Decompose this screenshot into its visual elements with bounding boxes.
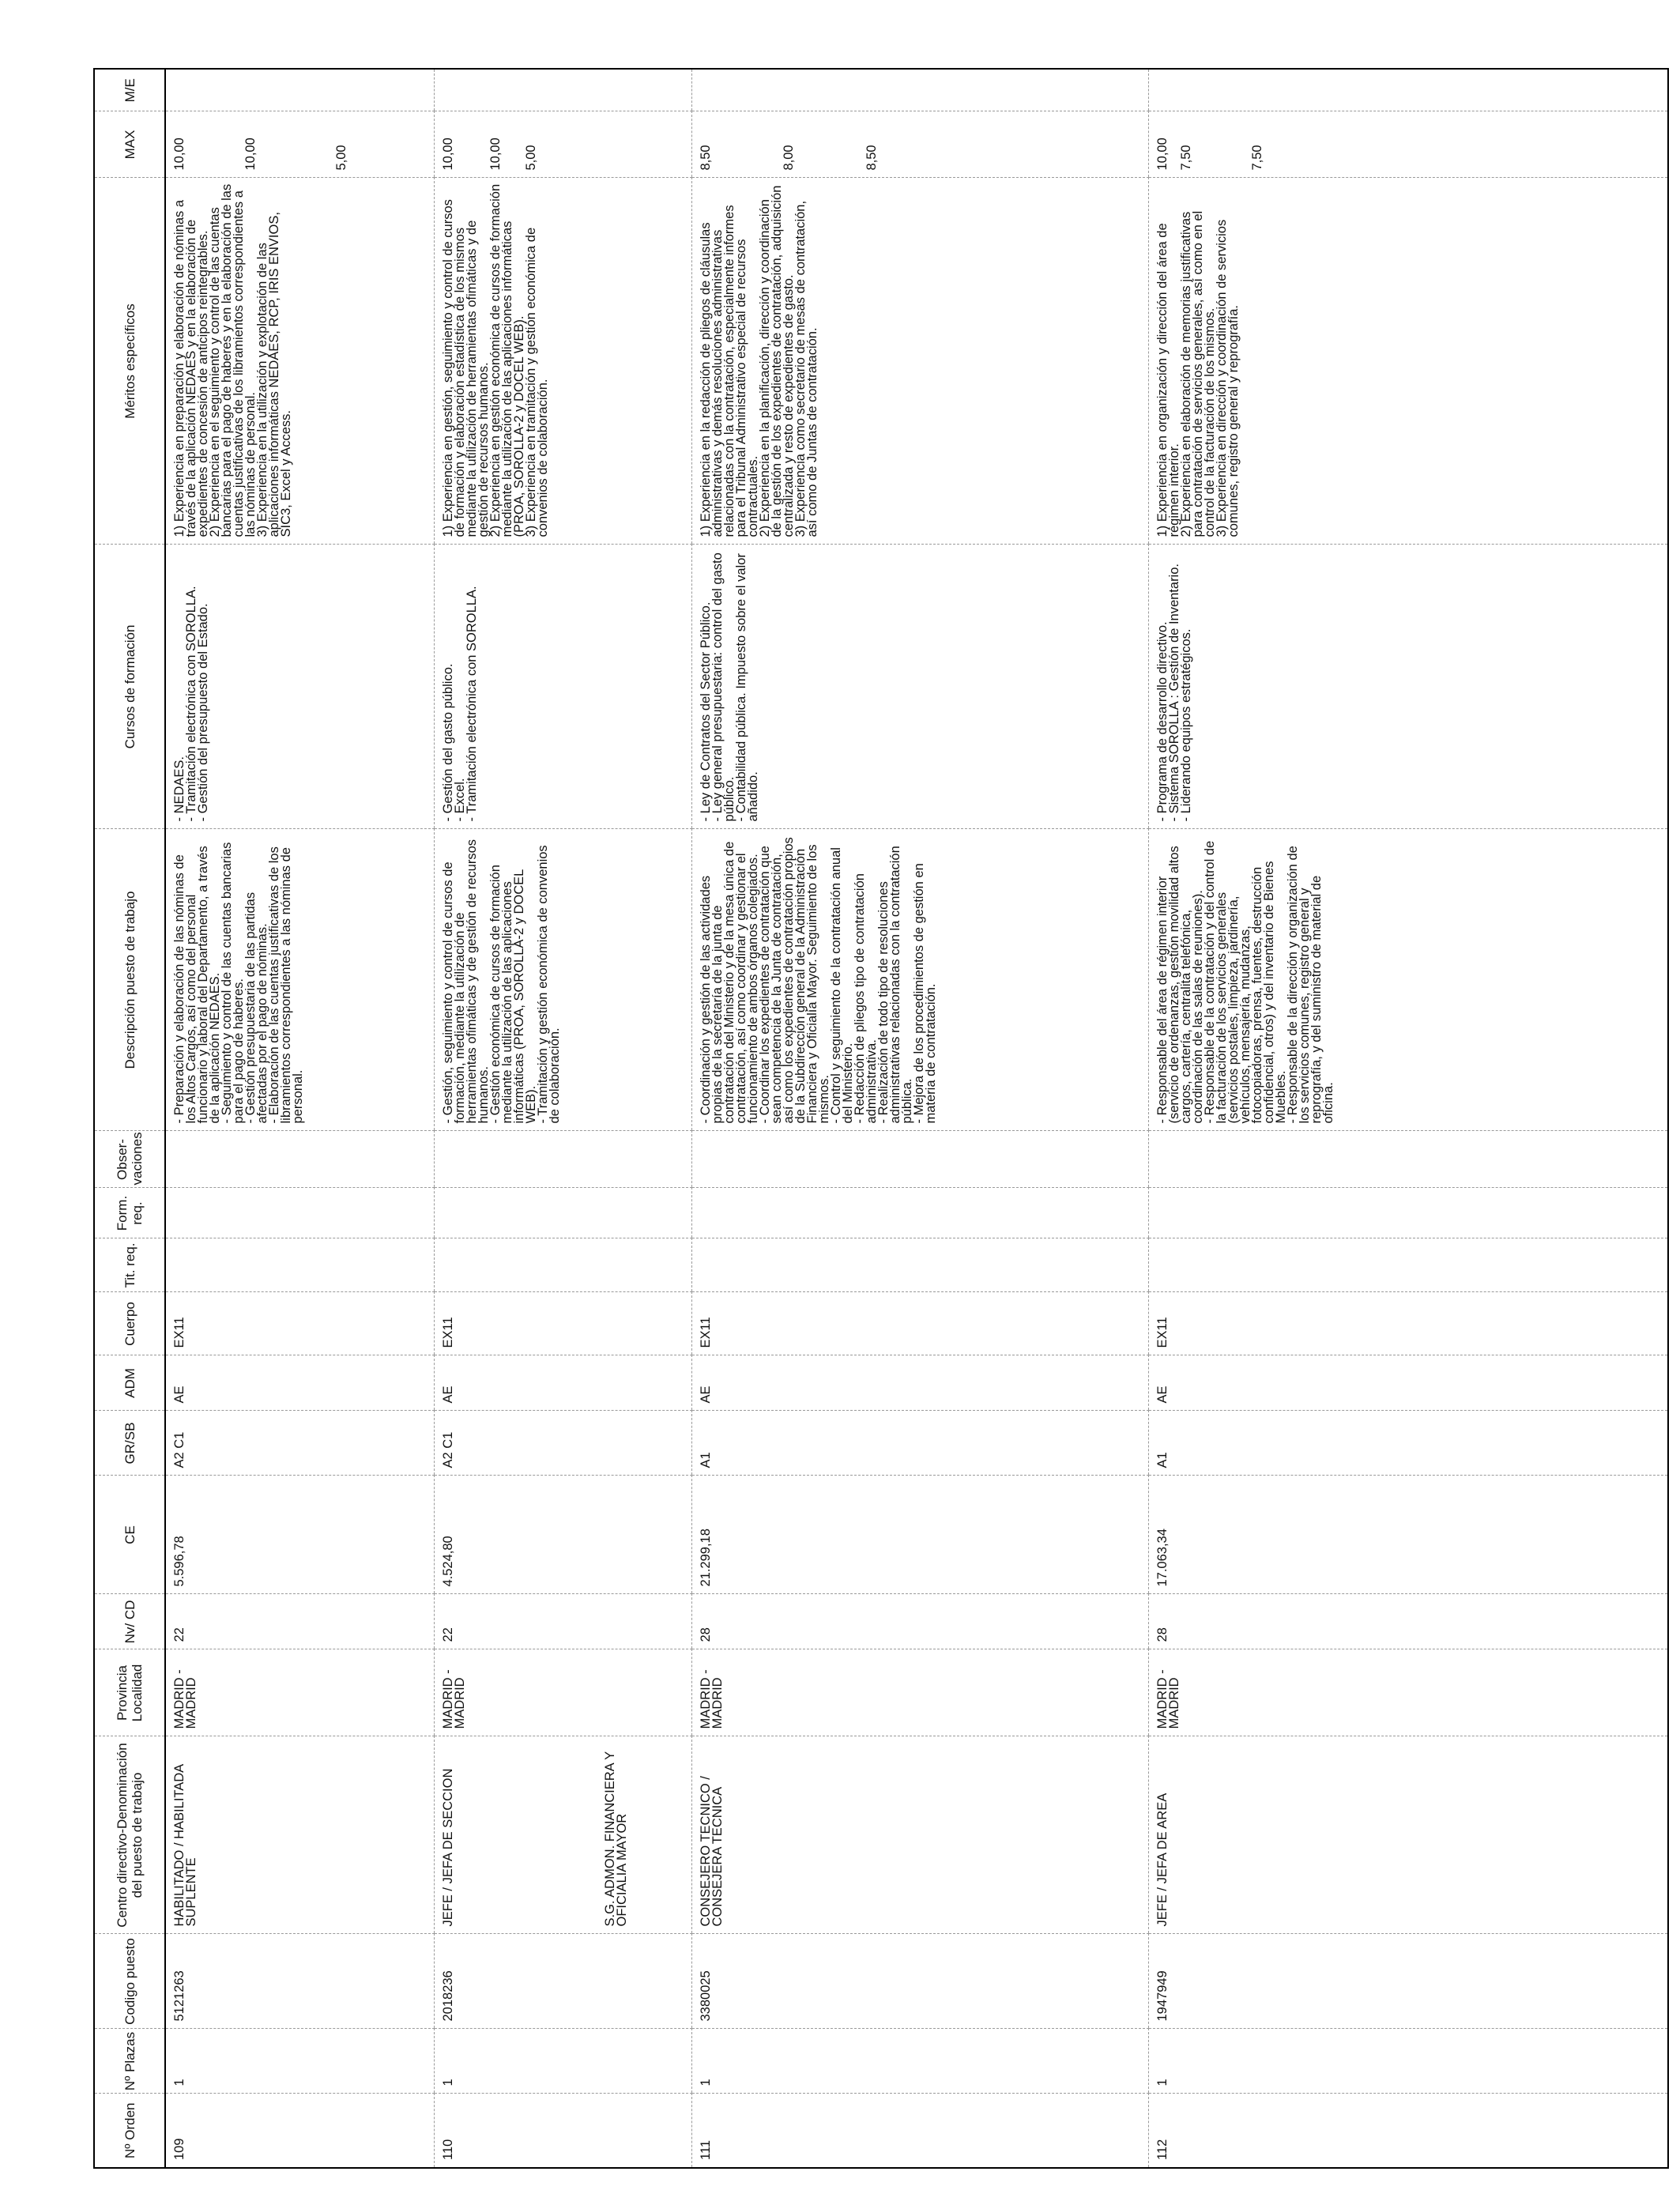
descripcion-cell: - Preparación y elaboración de las nóminas de los Altos Cargos, así como del personal funcionario y laboral del Departamento, a través de la aplicación NEDAES. - Seguimiento y control de las cuentas bancarias para el pago de haberes. - Gestión presupuestaria de las partidas afectadas por el pago de nóminas. - Elaboración de las cuentas justificativas de los libramientos correspondientes a las nóminas de personal. — [165, 829, 434, 1131]
cursos-cell: - NEDAES. - Tramitación electrónica con SOROLLA. - Gestión del presupuesto del Estado. — [165, 545, 434, 829]
header-centro: Centro directivo-Denominación del puesto de trabajo — [94, 1736, 165, 1934]
max-cell — [691, 111, 1148, 178]
formacion-cell — [165, 1188, 434, 1238]
codigo-cell: 5121263 — [165, 1934, 434, 2029]
grupo-cell: A2 C1 — [434, 1411, 691, 1476]
rotated-document-page — [93, 70, 1666, 2169]
header-plazas: Nº Plazas — [94, 2029, 165, 2094]
plazas-cell: 1 — [434, 2029, 691, 2094]
grupo-cell: A1 — [691, 1411, 1148, 1476]
me-cell — [165, 69, 434, 111]
header-meritos: Méritos específicos — [94, 178, 165, 545]
max-value: 8,50 — [698, 145, 713, 171]
header-max: MAX — [94, 111, 165, 178]
orden-cell: 111 — [691, 2094, 1148, 2168]
cursos-cell: - Gestión del gasto público. - Excel. - Tramitación electrónica con SOROLLA. — [434, 545, 691, 829]
formacion-cell — [691, 1188, 1148, 1238]
plazas-cell: 1 — [165, 2029, 434, 2094]
header-codigo: Codigo puesto — [94, 1934, 165, 2029]
merito-item: 3) Experiencia en tramitación y gestión económica de convenios de colaboración. — [523, 227, 550, 537]
header-me: M/E — [94, 69, 165, 111]
cuerpo-cell: EX11 — [165, 1292, 434, 1355]
job-positions-table — [93, 68, 1669, 2169]
header-descripcion: Descripción puesto de trabajo — [94, 829, 165, 1131]
grupo-cell: A1 — [1148, 1411, 1668, 1476]
table-row — [165, 69, 434, 2168]
descripcion-cell: - Gestión, seguimiento y control de cursos de formación, mediante la utilización de herramientas ofimáticas y de gestión de recursos humanos. - Gestión económica de cursos de formación mediante la utilización de las aplicaciones informáticas (PROA, SOROLLA-2 y DOCEL WEB). - Tramitación y gestión económica de convenios de colaboración. — [434, 829, 691, 1131]
header-formacion: Form. req. — [94, 1188, 165, 1238]
ce-cell: 21.299,18 — [691, 1476, 1148, 1594]
observaciones-cell — [1148, 1131, 1668, 1188]
centro-denominacion: JEFE / JEFA DE SECCION — [440, 1768, 455, 1927]
header-observaciones: Obser- vaciones — [94, 1131, 165, 1188]
centro-directivo: S.G. ADMON. FINANCIERA Y OFICIALIA MAYOR — [602, 1751, 629, 1927]
meritos-cell — [165, 178, 434, 545]
formacion-cell — [1148, 1188, 1668, 1238]
table-row — [434, 69, 691, 2168]
descripcion-cell: - Responsable del área de régimen interior (servicio de ordenanzas, gestión movilidad altos cargos, cartería, centralita telefónica, coordinación de las salas de reuniones). - Responsable de la contratación y del control de la facturación de los servicios generales (servicios postales, limpieza, jardinería, vehículos, mensajería, mudanzas, fotocopiadoras, prensa, fuentes, destrucción confidencial, otros) y del inventario de Bienes Muebles. - Responsable de la dirección y organización de los servicios comunes, registro general y reprografía, y del suministro de material de oficina. — [1148, 829, 1668, 1131]
merito-item: 3) Experiencia como secretario de mesas de contratación, así como de Juntas de contratación. — [793, 200, 819, 537]
merito-item: 2) Experiencia en gestión económica de cursos de formación mediante la utilización de las aplicaciones informáticas (PROA, SOROLLA-2 y DOCEL WEB). — [488, 183, 526, 537]
max-cell — [434, 111, 691, 178]
provincia-cell: MADRID - MADRID — [691, 1649, 1148, 1736]
centro-cell: HABILITADO / HABILITADA SUPLENTE — [165, 1736, 434, 1934]
me-cell — [1148, 69, 1668, 111]
meritos-cell — [1148, 178, 1668, 545]
codigo-cell: 1947949 — [1148, 1934, 1668, 2029]
nivel-cell: 22 — [165, 1594, 434, 1649]
header-ce: CE — [94, 1476, 165, 1594]
provincia-cell: MADRID - MADRID — [434, 1649, 691, 1736]
titulacion-cell — [1148, 1238, 1668, 1292]
observaciones-cell — [691, 1131, 1148, 1188]
merito-item: 2) Experiencia en la planificación, dirección y coordinación de la gestión de los expedientes de contratación, adquisición centralizada y resto de expedientes de gasto. — [757, 185, 796, 537]
titulacion-cell — [691, 1238, 1148, 1292]
header-provincia: Provincia Localidad — [94, 1649, 165, 1736]
provincia-cell: MADRID - MADRID — [165, 1649, 434, 1736]
max-value: 10,00 — [172, 138, 186, 171]
cursos-cell: - Programa de desarrollo directivo. - Sistema SOROLLA : Gestión de Inventario. - Liderando equipos estratégicos. — [1148, 545, 1668, 829]
max-value: 10,00 — [488, 138, 503, 171]
nivel-cell: 22 — [434, 1594, 691, 1649]
codigo-cell: 3380025 — [691, 1934, 1148, 2029]
max-cell — [1148, 111, 1668, 178]
centro-cell: CONSEJERO TECNICO / CONSEJERA TECNICA — [691, 1736, 1148, 1934]
ce-cell: 17.063,34 — [1148, 1476, 1668, 1594]
merito-item: 2) Experiencia en elaboración de memorias justificativas para contratación de servicios generales, así como en el control de la facturación de los mismos. — [1178, 210, 1217, 537]
max-value: 10,00 — [440, 138, 455, 171]
table-header-row — [94, 69, 165, 2168]
observaciones-cell — [434, 1131, 691, 1188]
merito-item: 3) Experiencia en la utilización y explotación de las aplicaciones informáticas NEDAES, RCP, IRIS ENVIOS, SIC3, Excel y Access. — [255, 212, 293, 537]
centro-cell — [434, 1736, 691, 1934]
cursos-cell: - Ley de Contratos del Sector Público. - Ley general presupuestaria: control del gasto público. - Contabilidad pública. Impuesto sobre el valor añadido. — [691, 545, 1148, 829]
header-grupo: GR/SB — [94, 1411, 165, 1476]
header-nivel: Nv/ CD — [94, 1594, 165, 1649]
observaciones-cell — [165, 1131, 434, 1188]
header-orden: Nº Orden — [94, 2094, 165, 2168]
table-row — [1148, 69, 1668, 2168]
merito-item: 1) Experiencia en la redacción de pliegos de cláusulas administrativas y demás resoluciones administrativas relacionadas con la contratación, especialmente informes para el Tribunal Administrativo especial de recursos contractuales. — [698, 205, 760, 537]
formacion-cell — [434, 1188, 691, 1238]
max-value: 10,00 — [1155, 138, 1170, 171]
cuerpo-cell: EX11 — [1148, 1292, 1668, 1355]
adm-cell: AE — [165, 1355, 434, 1411]
me-cell — [691, 69, 1148, 111]
max-value: 5,00 — [334, 145, 348, 171]
provincia-cell: MADRID - MADRID — [1148, 1649, 1668, 1736]
meritos-cell — [691, 178, 1148, 545]
merito-item: 1) Experiencia en gestión, seguimiento y control de cursos de formación y elaboración estadística de los mismos mediante la utilización de herramientas ofimáticas y de gestión de recursos humanos. — [440, 199, 491, 537]
titulacion-cell — [165, 1238, 434, 1292]
header-titulacion: Tit. req. — [94, 1238, 165, 1292]
descripcion-cell: - Coordinación y gestión de las actividades propias de la secretaría de la junta de contratación del Ministerio y de la mesa única de contratación, así como coordinar y gestionar el funcionamiento de ambos órganos colegiados. - Coordinar los expedientes de contratación que sean competencia de la Junta de contratación, así como los expedientes de contratación propios de la Subdirección general de la Administración Financiera y Oficialía Mayor. Seguimiento de los mismos. - Control y seguimiento de la contratación anual del Ministerio. - Redacción de pliegos tipo de contratación administrativa. - Realización de todo tipo de resoluciones administrativas relacionadas con la contratación pública. - Mejora de los procedimientos de gestión en materia de contratación. — [691, 829, 1148, 1131]
adm-cell: AE — [434, 1355, 691, 1411]
nivel-cell: 28 — [1148, 1594, 1668, 1649]
codigo-cell: 2018236 — [434, 1934, 691, 2029]
max-cell — [165, 111, 434, 178]
header-cuerpo: Cuerpo — [94, 1292, 165, 1355]
merito-item: 3) Experiencia en dirección y coordinación de servicios comunes, registro general y reprografía. — [1214, 219, 1241, 537]
orden-cell: 112 — [1148, 2094, 1668, 2168]
cuerpo-cell: EX11 — [434, 1292, 691, 1355]
adm-cell: AE — [691, 1355, 1148, 1411]
ce-cell: 4.524,80 — [434, 1476, 691, 1594]
table-row — [691, 69, 1148, 2168]
max-value: 7,50 — [1249, 145, 1264, 171]
max-value: 8,50 — [864, 145, 879, 171]
meritos-cell — [434, 178, 691, 545]
header-cursos: Cursos de formación — [94, 545, 165, 829]
grupo-cell: A2 C1 — [165, 1411, 434, 1476]
me-cell — [434, 69, 691, 111]
header-adm: ADM — [94, 1355, 165, 1411]
max-value: 5,00 — [523, 145, 538, 171]
centro-cell: JEFE / JEFA DE AREA — [1148, 1736, 1668, 1934]
max-value: 7,50 — [1178, 145, 1193, 171]
ce-cell: 5.596,78 — [165, 1476, 434, 1594]
max-value: 8,00 — [781, 145, 796, 171]
orden-cell: 110 — [434, 2094, 691, 2168]
orden-cell: 109 — [165, 2094, 434, 2168]
cuerpo-cell: EX11 — [691, 1292, 1148, 1355]
merito-item: 1) Experiencia en preparación y elaboración de nóminas a través de la aplicación NEDAES y en la elaboración de expedientes de concesión de anticipos reintegrables. — [172, 199, 210, 537]
adm-cell: AE — [1148, 1355, 1668, 1411]
nivel-cell: 28 — [691, 1594, 1148, 1649]
titulacion-cell — [434, 1238, 691, 1292]
merito-item: 1) Experiencia en organización y dirección del área de régimen interior. — [1155, 223, 1181, 537]
max-value: 10,00 — [243, 138, 258, 171]
plazas-cell: 1 — [691, 2029, 1148, 2094]
plazas-cell: 1 — [1148, 2029, 1668, 2094]
merito-item: 2) Experiencia en el seguimiento y control de las cuentas bancarias para el pago de haberes y en la elaboración de las cuentas justificativas de los libramientos correspondientes a las nóminas de personal. — [208, 183, 258, 537]
